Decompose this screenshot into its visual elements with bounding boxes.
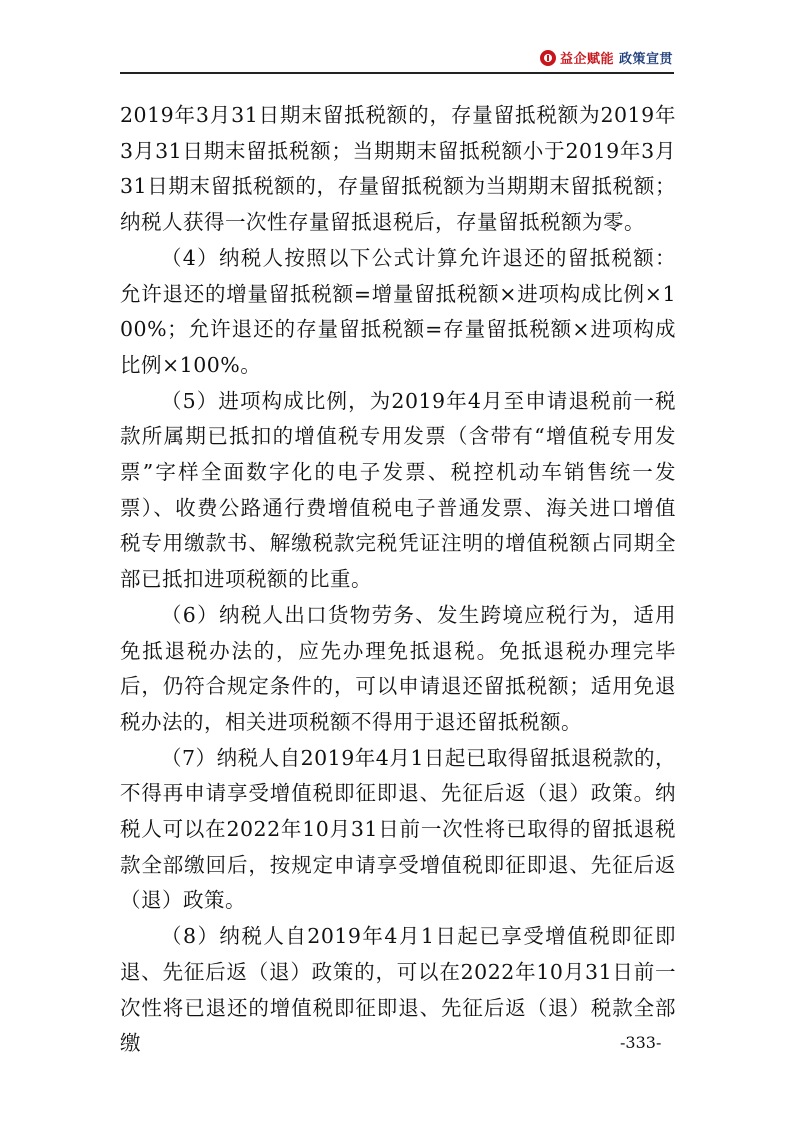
brand-main-text: 益企赋能 (559, 52, 614, 67)
paragraph-4: （4）纳税人按照以下公式计算允许退还的留抵税额：允许退还的增量留抵税额=增量留抵税额×进项构成比例×100%；允许退还的存量留抵税额=存量留抵税额×进项构成比例×100%。 (120, 245, 676, 377)
brand (540, 48, 673, 67)
paragraph-6: （6）纳税人出口货物劳务、发生跨境应税行为，适用免抵退税办法的，应先办理免抵退税。免抵退税办理完毕后，仍符合规定条件的，可以申请退还留抵税额；适用免退税办法的，相关进项税额不得用于退还留抵税额。 (120, 602, 676, 734)
document-body (120, 98, 676, 1062)
paragraph-7: （7）纳税人自2019年4月1日起已取得留抵退税款的，不得再申请享受增值税即征即退、先征后返（退）政策。纳税人可以在2022年10月31日前一次性将已取得的留抵退税款全部缴回后，按规定申请享受增值税即征即退、先征后返（退）政策。 (120, 745, 676, 913)
brand-logo-icon (540, 50, 556, 66)
brand-sub-text: 政策宣贯 (618, 52, 673, 67)
paragraph-8: （8）纳税人自2019年4月1日起已享受增值税即征即退、先征后返（退）政策的，可以在2022年10月31日前一次性将已退还的增值税即征即退、先征后返（退）税款全部缴 (120, 924, 676, 1056)
header-rule (120, 72, 674, 74)
paragraph-5: （5）进项构成比例，为2019年4月至申请退税前一税款所属期已抵扣的增值税专用发票（含带有“增值税专用发票”字样全面数字化的电子发票、税控机动车销售统一发票）、收费公路通行费增值税电子普通发票、海关进口增值税专用缴款书、解缴税款完税凭证注明的增值税额占同期全部已抵扣进项税额的比重。 (120, 388, 676, 592)
page-header (0, 44, 794, 74)
page-number: -333- (620, 1033, 662, 1052)
paragraph-continued: 2019年3月31日期末留抵税额的，存量留抵税额为2019年3月31日期末留抵税额；当期期末留抵税额小于2019年3月31日期末留抵税额的，存量留抵税额为当期期末留抵税额；纳税人获得一次性存量留抵退税后，存量留抵税额为零。 (120, 103, 676, 235)
